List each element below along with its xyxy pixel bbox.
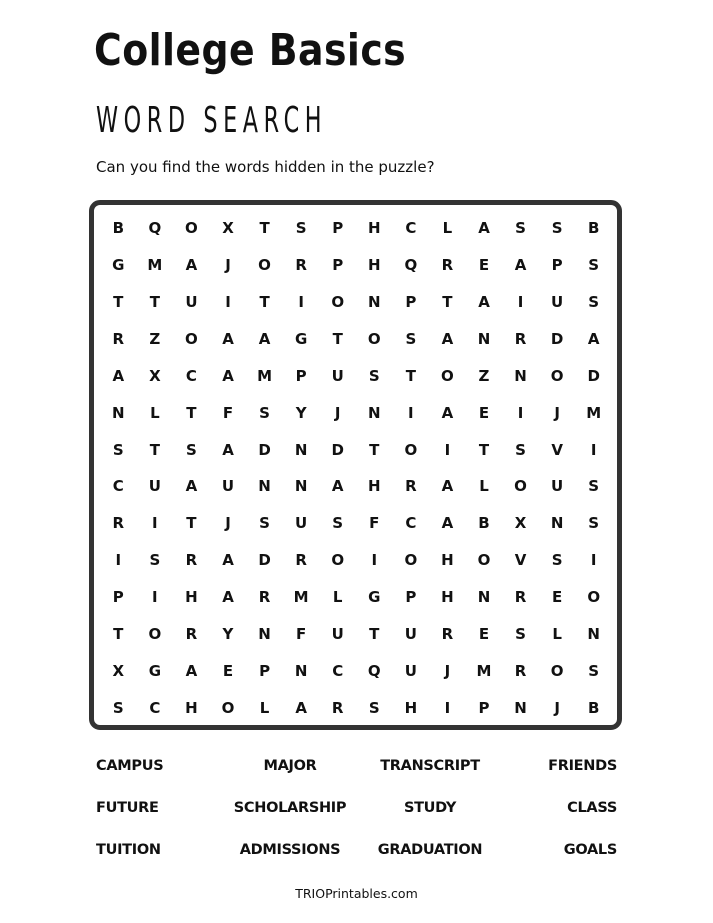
grid-letter: S xyxy=(368,698,380,717)
grid-letter: I xyxy=(371,551,378,570)
grid-letter: M xyxy=(257,366,273,385)
grid-letter: S xyxy=(112,440,124,459)
grid-letter: O xyxy=(148,624,162,643)
grid-letter: A xyxy=(441,477,454,496)
grid-letter: Z xyxy=(478,366,490,385)
grid-letter: O xyxy=(185,329,198,348)
grid-letter: R xyxy=(514,587,527,606)
grid-letter: A xyxy=(222,587,234,606)
grid-letter: T xyxy=(259,219,270,238)
grid-letter: B xyxy=(478,514,490,533)
grid-letter: N xyxy=(477,587,491,606)
grid-letter: D xyxy=(258,440,271,459)
grid-letter: H xyxy=(368,219,381,238)
word-list-item: TUITION xyxy=(96,842,161,858)
grid-letter: B xyxy=(112,219,124,238)
grid-letter: A xyxy=(222,440,234,459)
puzzle-grid-frame xyxy=(89,200,622,730)
word-list-item: ADMISSIONS xyxy=(239,842,341,858)
grid-letter: M xyxy=(476,661,492,680)
grid-letter: Q xyxy=(148,219,162,238)
grid-letter: F xyxy=(296,624,307,643)
grid-letter: D xyxy=(587,366,600,385)
grid-letter: J xyxy=(554,698,560,717)
grid-letter: A xyxy=(441,403,454,422)
grid-letter: N xyxy=(294,440,308,459)
grid-letter: R xyxy=(514,661,527,680)
grid-letter: P xyxy=(295,366,307,385)
grid-letter: U xyxy=(331,624,344,643)
grid-letter: R xyxy=(405,477,417,496)
grid-letter: H xyxy=(404,698,418,717)
grid-letter: R xyxy=(295,256,307,275)
grid-letter: S xyxy=(295,219,307,238)
grid-letter: O xyxy=(367,329,381,348)
grid-letter: S xyxy=(332,514,344,533)
page-subtitle: WORD SEARCH xyxy=(96,100,328,141)
grid-letter: M xyxy=(293,587,309,606)
grid-letter: O xyxy=(441,366,454,385)
grid-letter: D xyxy=(331,440,344,459)
grid-letter: O xyxy=(587,587,601,606)
footer-website: TRIOPrintables.com xyxy=(295,886,418,901)
grid-letter: O xyxy=(477,551,491,570)
grid-letter: E xyxy=(478,256,490,275)
grid-letter: U xyxy=(404,661,417,680)
grid-letter: N xyxy=(587,624,600,643)
grid-letter: A xyxy=(185,477,198,496)
grid-letter: P xyxy=(332,219,344,238)
grid-letter: C xyxy=(405,219,417,238)
grid-letter: O xyxy=(331,293,345,312)
grid-letter: O xyxy=(404,440,418,459)
grid-letter: H xyxy=(368,477,381,496)
grid-letter: S xyxy=(588,256,600,275)
grid-letter: T xyxy=(405,366,416,385)
word-list-item: MAJOR xyxy=(263,758,317,774)
grid-letter: N xyxy=(550,514,564,533)
grid-letter: A xyxy=(222,366,234,385)
word-list-item: CLASS xyxy=(567,800,617,816)
grid-letter: R xyxy=(441,624,454,643)
grid-letter: B xyxy=(587,219,600,238)
grid-letter: L xyxy=(552,624,562,643)
grid-letter: J xyxy=(225,514,231,533)
word-list-item: TRANSCRIPT xyxy=(380,758,480,774)
grid-letter: P xyxy=(478,698,490,717)
grid-letter: X xyxy=(222,219,234,238)
grid-letter: P xyxy=(332,256,344,275)
grid-letter: P xyxy=(405,587,417,606)
word-list-item: FRIENDS xyxy=(548,758,617,774)
grid-letter: A xyxy=(295,698,307,717)
grid-letter: I xyxy=(517,403,524,422)
grid-letter: P xyxy=(405,293,417,312)
grid-letter: J xyxy=(225,256,231,275)
grid-letter: G xyxy=(294,329,308,348)
grid-letter: T xyxy=(332,329,343,348)
grid-letter: G xyxy=(148,661,161,680)
grid-letter: A xyxy=(222,329,234,348)
word-list-item: STUDY xyxy=(403,800,457,816)
grid-letter: I xyxy=(408,403,414,422)
grid-letter: N xyxy=(258,624,271,643)
grid-letter: A xyxy=(258,329,271,348)
grid-letter: S xyxy=(515,219,526,238)
grid-letter: R xyxy=(441,256,454,275)
grid-letter: T xyxy=(149,440,160,459)
grid-letter: J xyxy=(334,403,341,422)
grid-letter: L xyxy=(150,403,160,422)
grid-letter: O xyxy=(331,551,345,570)
grid-letter: N xyxy=(294,661,308,680)
grid-letter: I xyxy=(225,293,231,312)
grid-letter: A xyxy=(441,329,454,348)
word-list-item: SCHOLARSHIP xyxy=(233,800,347,816)
grid-letter: P xyxy=(112,587,124,606)
grid-letter: U xyxy=(185,293,198,312)
grid-letter: S xyxy=(259,403,270,422)
grid-letter: A xyxy=(185,661,198,680)
grid-letter: H xyxy=(441,551,454,570)
word-list-item: GOALS xyxy=(563,842,617,858)
grid-letter: N xyxy=(294,477,308,496)
grid-letter: Q xyxy=(367,661,381,680)
grid-letter: I xyxy=(444,698,451,717)
grid-letter: A xyxy=(478,219,490,238)
grid-letter: Y xyxy=(295,403,307,422)
grid-letter: N xyxy=(477,329,491,348)
grid-letter: E xyxy=(552,587,563,606)
grid-letter: O xyxy=(550,661,564,680)
grid-letter: Q xyxy=(404,256,418,275)
grid-letter: A xyxy=(222,551,234,570)
grid-letter: E xyxy=(222,661,234,680)
grid-letter: I xyxy=(444,440,451,459)
grid-letter: H xyxy=(441,587,454,606)
grid-letter: C xyxy=(405,514,417,533)
grid-letter: L xyxy=(259,698,270,717)
grid-letter: V xyxy=(514,551,527,570)
grid-letter: U xyxy=(295,514,308,533)
grid-letter: U xyxy=(331,366,344,385)
grid-letter: S xyxy=(588,514,600,533)
grid-letter: L xyxy=(479,477,489,496)
grid-letter: T xyxy=(149,293,160,312)
grid-letter: A xyxy=(112,366,125,385)
grid-letter: H xyxy=(185,587,198,606)
grid-letter: F xyxy=(222,403,234,422)
grid-letter: C xyxy=(149,698,161,717)
grid-letter: R xyxy=(112,514,125,533)
grid-letter: T xyxy=(369,624,380,643)
word-list-item: GRADUATION xyxy=(377,842,483,858)
grid-letter: R xyxy=(112,329,125,348)
grid-letter: A xyxy=(587,329,600,348)
grid-letter: M xyxy=(586,403,602,422)
grid-letter: D xyxy=(258,551,271,570)
grid-letter: M xyxy=(147,256,163,275)
word-list-item: FUTURE xyxy=(96,800,159,816)
grid-letter: X xyxy=(149,366,161,385)
grid-letter: T xyxy=(113,293,124,312)
grid-letter: P xyxy=(551,256,563,275)
grid-letter: T xyxy=(186,514,197,533)
grid-letter: L xyxy=(332,587,343,606)
grid-letter: B xyxy=(587,698,600,717)
grid-letter: O xyxy=(514,477,527,496)
grid-letter: T xyxy=(442,293,453,312)
grid-letter: F xyxy=(369,514,380,533)
grid-letter: A xyxy=(331,477,344,496)
grid-letter: S xyxy=(588,293,600,312)
grid-letter: X xyxy=(514,514,527,533)
grid-letter: S xyxy=(405,329,417,348)
grid-letter: I xyxy=(590,551,597,570)
grid-letter: A xyxy=(441,514,454,533)
grid-letter: O xyxy=(550,366,564,385)
grid-letter: N xyxy=(368,403,381,422)
grid-letter: C xyxy=(112,477,124,496)
grid-letter: R xyxy=(185,551,198,570)
grid-letter: R xyxy=(514,329,527,348)
grid-letter: U xyxy=(551,477,564,496)
grid-letter: T xyxy=(186,403,197,422)
grid-letter: O xyxy=(404,551,418,570)
grid-letter: I xyxy=(115,551,122,570)
grid-letter: U xyxy=(551,293,564,312)
word-list-item: CAMPUS xyxy=(96,758,164,774)
grid-letter: C xyxy=(185,366,197,385)
grid-letter: A xyxy=(185,256,198,275)
grid-letter: S xyxy=(259,514,270,533)
grid-letter: H xyxy=(185,698,198,717)
grid-letter: U xyxy=(404,624,417,643)
grid-letter: U xyxy=(221,477,235,496)
grid-letter: N xyxy=(514,366,527,385)
grid-letter: U xyxy=(148,477,161,496)
grid-letter: T xyxy=(259,293,270,312)
grid-letter: P xyxy=(259,661,271,680)
grid-letter: I xyxy=(152,514,158,533)
grid-letter: N xyxy=(514,698,527,717)
grid-letter: T xyxy=(113,624,124,643)
grid-letter: I xyxy=(517,293,524,312)
grid-letter: C xyxy=(332,661,344,680)
grid-letter: I xyxy=(298,293,304,312)
grid-letter: J xyxy=(444,661,451,680)
grid-letter: O xyxy=(221,698,235,717)
grid-letter: D xyxy=(550,329,564,348)
grid-letter: G xyxy=(112,256,125,275)
grid-letter: A xyxy=(514,256,527,275)
grid-letter: I xyxy=(590,440,597,459)
grid-letter: R xyxy=(295,551,307,570)
grid-letter: S xyxy=(112,698,124,717)
grid-letter: S xyxy=(149,551,161,570)
grid-letter: T xyxy=(369,440,380,459)
grid-letter: N xyxy=(112,403,125,422)
grid-letter: I xyxy=(152,587,158,606)
grid-letter: L xyxy=(442,219,453,238)
puzzle-grid xyxy=(100,210,612,726)
grid-letter: X xyxy=(112,661,125,680)
grid-letter: T xyxy=(478,440,490,459)
grid-letter: O xyxy=(258,256,271,275)
grid-letter: S xyxy=(368,366,380,385)
grid-letter: A xyxy=(478,293,490,312)
grid-letter: E xyxy=(478,624,490,643)
grid-letter: E xyxy=(478,403,490,422)
grid-letter: S xyxy=(515,440,526,459)
page-title: College Basics xyxy=(94,25,407,76)
grid-letter: S xyxy=(551,219,563,238)
grid-letter: S xyxy=(186,440,197,459)
grid-letter: N xyxy=(368,293,381,312)
grid-letter: H xyxy=(368,256,381,275)
grid-letter: S xyxy=(588,477,600,496)
grid-letter: O xyxy=(185,219,198,238)
instructions-text: Can you find the words hidden in the puzzle? xyxy=(96,158,435,176)
word-list xyxy=(80,756,640,860)
grid-letter: S xyxy=(588,661,600,680)
grid-letter: R xyxy=(258,587,271,606)
grid-letter: R xyxy=(185,624,198,643)
grid-letter: R xyxy=(331,698,344,717)
grid-letter: S xyxy=(551,551,563,570)
grid-letter: J xyxy=(554,403,560,422)
grid-letter: N xyxy=(258,477,271,496)
grid-letter: Y xyxy=(222,624,234,643)
grid-letter: G xyxy=(368,587,381,606)
grid-letter: Z xyxy=(149,329,161,348)
grid-letter: V xyxy=(551,440,563,459)
grid-letter: S xyxy=(515,624,526,643)
